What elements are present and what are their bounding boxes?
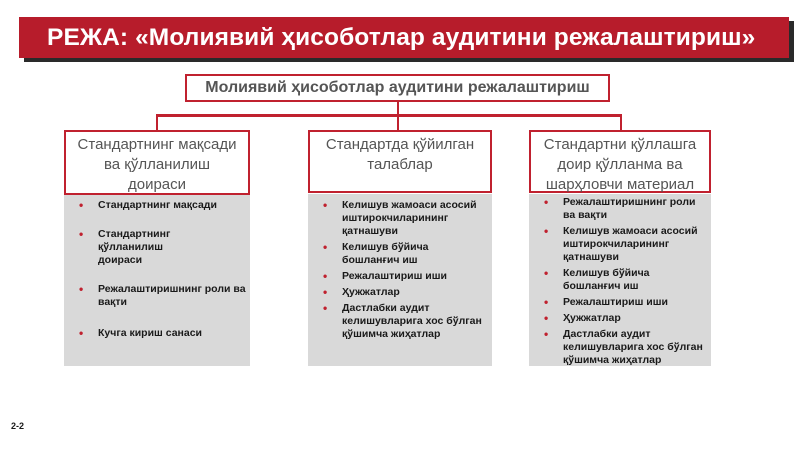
bullet-icon: • <box>323 269 328 283</box>
connector-left-down <box>156 114 158 131</box>
bullet-icon: • <box>79 326 84 340</box>
column-2-header <box>308 130 492 193</box>
list-item-text: Режалаштиришнинг роли ва вақти <box>98 283 246 308</box>
bullet-icon: • <box>544 195 549 209</box>
list-item <box>308 241 450 267</box>
bullet-icon: • <box>544 266 549 280</box>
list-item-text: Ҳужжатлар <box>342 286 400 298</box>
column-2-list <box>308 199 492 341</box>
column-3-list <box>529 196 711 367</box>
list-item-text: Стандартнинг мақсади <box>98 199 217 211</box>
bullet-icon: • <box>544 295 549 309</box>
list-item <box>529 225 713 264</box>
slide-title: РЕЖА: «Молиявий ҳисоботлар аудитини режалаштириш» <box>47 23 756 51</box>
list-item <box>308 302 487 341</box>
bullet-icon: • <box>544 224 549 238</box>
list-item-text: Ҳужжатлар <box>563 312 621 324</box>
column-1-header <box>64 130 250 195</box>
list-item <box>529 312 711 325</box>
bullet-icon: • <box>323 240 328 254</box>
list-item-text: Дастлабки аудит келишувларига хос бўлган қўшимча жиҳатлар <box>342 302 482 340</box>
bullet-icon: • <box>323 285 328 299</box>
list-item <box>308 286 492 299</box>
list-item <box>529 196 703 222</box>
root-node-label: Молиявий ҳисоботлар аудитини режалаштириш <box>205 79 590 96</box>
list-item-text: Келишув жамоаси асосий иштирокчиларининг қатнашуви <box>563 225 698 263</box>
title-bar <box>19 17 789 58</box>
connector-horizontal <box>156 114 622 117</box>
list-item <box>308 199 497 238</box>
list-item <box>529 296 711 309</box>
bullet-icon: • <box>323 198 328 212</box>
list-item <box>308 270 492 283</box>
list-item-text: Стандартнинг қўлланилиш доираси <box>98 228 171 266</box>
column-1-header-line: Стандартнинг мақсади <box>77 136 237 153</box>
list-item <box>529 328 708 367</box>
bullet-icon: • <box>323 301 328 315</box>
list-item-text: Келишув бўйича бошланғич иш <box>563 267 650 292</box>
bullet-icon: • <box>544 311 549 325</box>
connector-mid-down <box>397 114 399 131</box>
column-2-header-line: Стандартда қўйилган <box>325 136 475 153</box>
page-number: 2-2 <box>11 421 25 431</box>
bullet-icon: • <box>79 198 84 212</box>
list-item <box>64 228 208 267</box>
list-item-text: Келишув жамоаси асосий иштирокчиларининг қатнашуви <box>342 199 477 237</box>
column-3-header-line: Стандартни қўллашга <box>543 136 697 153</box>
list-item-text: Режалаштиришнинг роли ва вақти <box>563 196 696 221</box>
list-item-text: Дастлабки аудит келишувларига хос бўлган қўшимча жиҳатлар <box>563 328 703 366</box>
list-item <box>64 199 244 212</box>
column-1-list <box>64 199 244 340</box>
column-3-header-line: доир қўлланма ва <box>557 156 683 173</box>
column-3-header <box>529 130 711 193</box>
list-item-text: Келишув бўйича бошланғич иш <box>342 241 429 266</box>
connector-right-down <box>620 114 622 131</box>
list-item-text: Режалаштириш иши <box>563 296 668 308</box>
list-item <box>64 327 244 340</box>
column-1-header-line: ва қўлланилиш <box>103 156 211 173</box>
list-item <box>64 283 248 309</box>
root-node <box>185 74 610 102</box>
column-1-header-line: доираси <box>127 176 187 193</box>
bullet-icon: • <box>79 227 84 241</box>
column-3-header-line: шарҳловчи материал <box>545 176 695 193</box>
column-2-header-line: талаблар <box>367 156 433 173</box>
list-item-text: Кучга кириш санаси <box>98 327 203 339</box>
list-item-text: Режалаштириш иши <box>342 270 447 282</box>
bullet-icon: • <box>79 282 84 296</box>
bullet-icon: • <box>544 327 549 341</box>
list-item <box>529 267 671 293</box>
